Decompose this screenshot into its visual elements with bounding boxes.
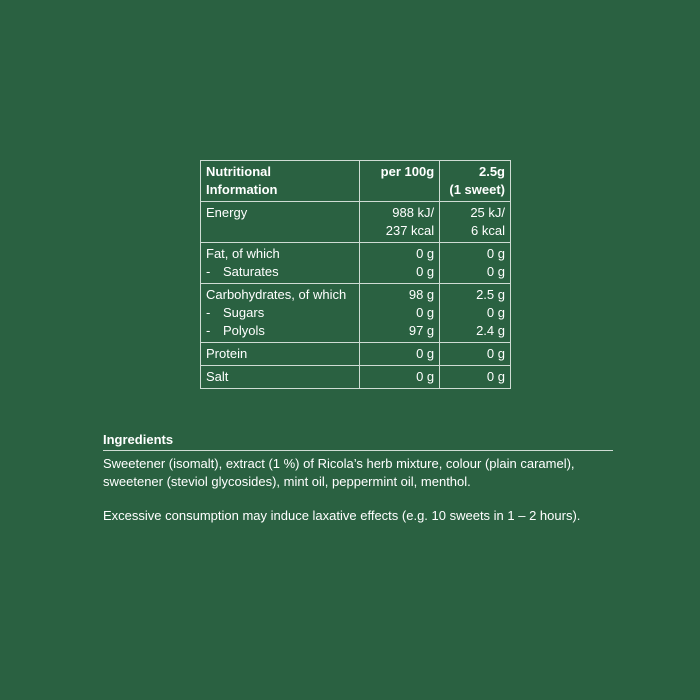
ingredients-heading: Ingredients <box>103 431 613 451</box>
header-nutritional-information: Nutritional Information <box>201 161 360 202</box>
salt-serving: 0 g <box>440 366 511 389</box>
salt-label: Salt <box>201 366 360 389</box>
protein-per100: 0 g <box>359 343 440 366</box>
polyols-label: - Polyols <box>206 323 265 338</box>
table-row-protein <box>201 343 511 366</box>
salt-per100: 0 g <box>359 366 440 389</box>
carbohydrates-label: Carbohydrates, of which - Sugars - Polyols <box>201 284 360 343</box>
header-per-sweet: 2.5g (1 sweet) <box>440 161 511 202</box>
carbohydrates-per100: 98 g 0 g 97 g <box>359 284 440 343</box>
table-row-energy <box>201 202 511 243</box>
fat-label: Fat, of which - Saturates <box>201 243 360 284</box>
saturates-label: - Saturates <box>206 264 279 279</box>
protein-label: Protein <box>201 343 360 366</box>
fat-per100: 0 g 0 g <box>359 243 440 284</box>
table-row-salt <box>201 366 511 389</box>
nutrition-table <box>200 160 511 389</box>
table-header-row <box>201 161 511 202</box>
protein-serving: 0 g <box>440 343 511 366</box>
energy-label: Energy <box>201 202 360 243</box>
carbohydrates-serving: 2.5 g 0 g 2.4 g <box>440 284 511 343</box>
table-row-carbohydrates <box>201 284 511 343</box>
energy-per100: 988 kJ/ 237 kcal <box>359 202 440 243</box>
ingredients-text: Sweetener (isomalt), extract (1 %) of Ricola’s herb mixture, colour (plain caramel), sweetener (steviol glycosides), mint oil, peppermint oil, menthol. <box>103 456 575 489</box>
laxative-warning: Excessive consumption may induce laxative effects (e.g. 10 sweets in 1 – 2 hours). <box>103 508 581 523</box>
table-row-fat <box>201 243 511 284</box>
fat-serving: 0 g 0 g <box>440 243 511 284</box>
energy-serving: 25 kJ/ 6 kcal <box>440 202 511 243</box>
sugars-label: - Sugars <box>206 305 265 320</box>
ingredients-section <box>103 431 613 525</box>
header-per-100g: per 100g <box>359 161 440 202</box>
